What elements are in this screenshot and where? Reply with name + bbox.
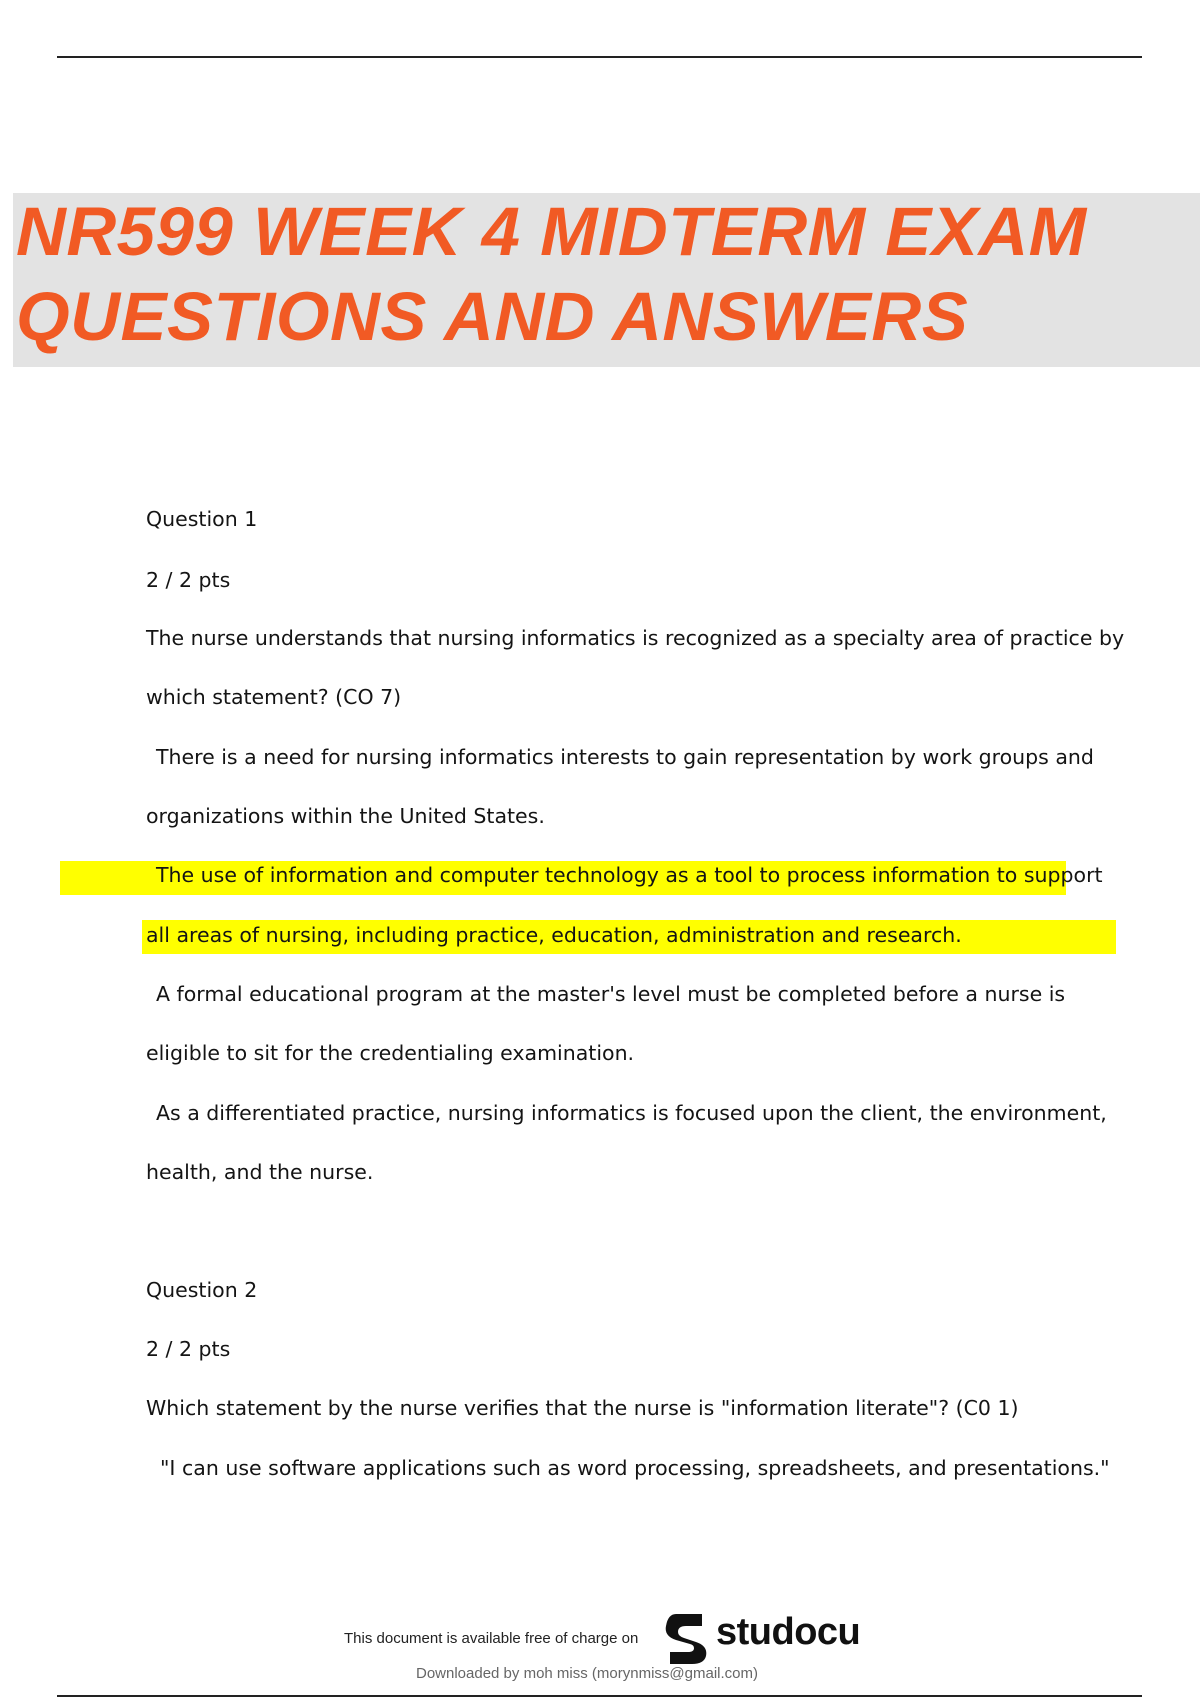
q1-option-c-line-2: eligible to sit for the credentialing examination. <box>146 1041 635 1065</box>
q1-option-a-line-1: There is a need for nursing informatics interests to gain representation by work groups and <box>156 745 1094 769</box>
question-1-points: 2 / 2 pts <box>146 568 231 592</box>
page-top-rule <box>57 56 1142 58</box>
availability-note: This document is available free of charge on <box>344 1630 639 1647</box>
q1-option-a-line-2: organizations within the United States. <box>146 804 545 828</box>
document-title-line-1: NR599 WEEK 4 MIDTERM EXAM <box>16 193 1087 270</box>
question-2-prompt: Which statement by the nurse verifies that the nurse is "information literate"? (C0 1) <box>146 1396 1019 1420</box>
document-title-line-2: QUESTIONS AND ANSWERS <box>16 278 969 355</box>
downloaded-by-note: Downloaded by moh miss (morynmiss@gmail.com) <box>416 1665 758 1682</box>
question-1-label: Question 1 <box>146 507 258 531</box>
q1-option-d-line-2: health, and the nurse. <box>146 1160 374 1184</box>
question-2-label: Question 2 <box>146 1278 258 1302</box>
page-bottom-rule <box>57 1695 1142 1697</box>
q1-option-d-line-1: As a differentiated practice, nursing informatics is focused upon the client, the environment, <box>156 1101 1107 1125</box>
question-2-points: 2 / 2 pts <box>146 1337 231 1361</box>
q1-option-b-correct-line-2: all areas of nursing, including practice, education, administration and research. <box>146 923 962 947</box>
q2-option-a: "I can use software applications such as word processing, spreadsheets, and presentations." <box>160 1456 1110 1480</box>
studocu-brand[interactable]: studocu <box>716 1611 861 1653</box>
studocu-logo-icon <box>662 1612 710 1664</box>
q1-option-c-line-1: A formal educational program at the master's level must be completed before a nurse is <box>156 982 1066 1006</box>
q1-option-b-correct-line-1: The use of information and computer technology as a tool to process information to support <box>156 863 1103 887</box>
question-1-prompt-line-2: which statement? (CO 7) <box>146 685 402 709</box>
question-1-prompt-line-1: The nurse understands that nursing informatics is recognized as a specialty area of practice by <box>146 626 1125 650</box>
